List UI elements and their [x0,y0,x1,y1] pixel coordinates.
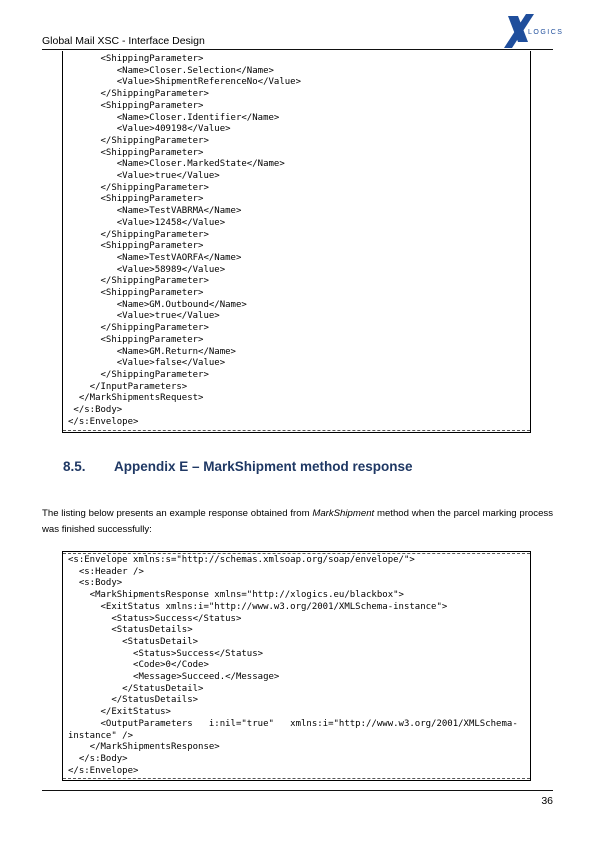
code-text: <s:Envelope xmlns:s="http://schemas.xmlsoap.org/soap/envelope/"> <s:Header /> <s:Body> <MarkShipmentsResponse xmlns="http://xlogics.eu/blackbox"> <ExitStatus xmlns:i="http://www.w3.org/2001/XMLSchema-instance"> <Status>Success</Status> <StatusDetails> <StatusDetail> <Status>Success</Status> <Code>0</Code> <Message>Succeed.</Message> </StatusDetail> </StatusDetails> </ExitStatus> <OutputParameters i:nil="true" xmlns:i="http://www.w3.org/2001/XMLSchema- instance" /> </MarkShipmentsResponse> </s:Body> </s:Envelope> [68,555,518,776]
section-heading [63,459,413,474]
method-name: MarkShipment [312,508,375,519]
page-number: 36 [541,795,553,807]
listing-dashed-border [63,430,530,431]
header-title: Global Mail XSC - Interface Design [42,35,205,47]
listing-dashed-border [63,553,530,554]
section-title: Appendix E – MarkShipment method response [114,459,413,474]
code-listing-request-tail [62,51,531,433]
footer-rule [42,790,553,791]
paragraph-text: The listing below presents an example response obtained from [42,508,313,519]
paragraph-text-end: method when the parcel marking process was finished successfully: [42,508,553,535]
header-rule [42,49,553,50]
logo-wordmark: LOGICS [528,29,564,36]
xlogics-logo [498,12,564,50]
code-text: <ShippingParameter> <Name>Closer.Selection</Name> <Value>ShipmentReferenceNo</Value> </ShippingParameter> <ShippingParameter> <Name>Closer.Identifier</Name> <Value>409198</Value> </ShippingParameter> <ShippingParameter> <Name>Closer.MarkedState</Name> <Value>true</Value> </ShippingParameter> <ShippingParameter> <Name>TestVABRMA</Name> <Value>12458</Value> </ShippingParameter> <ShippingParameter> <Name>TestVAORFA</Name> <Value>58989</Value> </ShippingParameter> <ShippingParameter> <Name>GM.Outbound</Name> <Value>true</Value> </ShippingParameter> <ShippingParameter> <Name>GM.Return</Name> <Value>false</Value> </ShippingParameter> </InputParameters> </MarkShipmentsRequest> </s:Body> </s:Envelope> [68,54,301,427]
listing-dashed-border [63,778,530,779]
body-paragraph [42,506,553,538]
section-number: 8.5. [63,459,86,474]
code-listing-response [62,551,531,781]
